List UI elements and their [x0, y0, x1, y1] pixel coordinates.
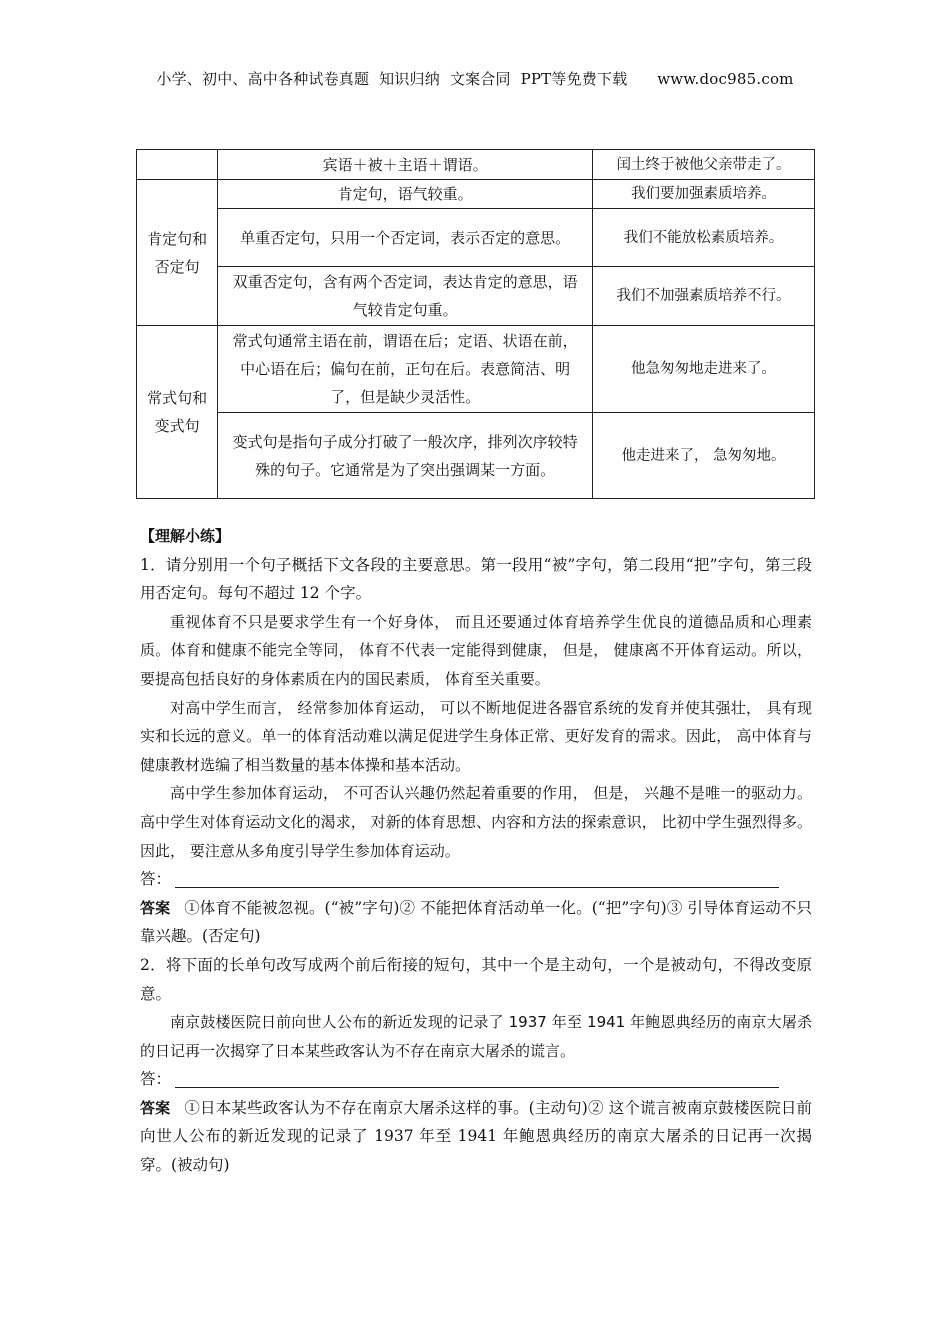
q1-answer [140, 894, 812, 951]
q1-answer-line [140, 865, 812, 894]
q2-answer-line [140, 1065, 812, 1094]
example-cell: 我们不能放松素质培养。 [593, 209, 815, 267]
answer-blank[interactable] [175, 1069, 779, 1088]
page-header: 小学、初中、高中各种试卷真题 知识归纳 文案合同 PPT等免费下载 www.doc985.com [156, 70, 794, 88]
q2-paragraph: 南京鼓楼医院日前向世人公布的新近发现的记录了 1937 年至 1941 年鲍恩典经历的南京大屠杀的日记再一次揭穿了日本某些政客认为不存在南京大屠杀的谎言。 [140, 1013, 812, 1060]
table-row [137, 209, 815, 267]
description-cell: 常式句通常主语在前，谓语在后；定语、状语在前，中心语在后；偏句在前，正句在后。表意简洁、明了，但是缺少灵活性。 [218, 326, 593, 413]
category-cell-empty [137, 150, 218, 180]
example-cell: 他走进来了， 急匆匆地。 [593, 413, 815, 499]
answer-blank[interactable] [175, 869, 779, 888]
category-cell: 常式句和变式句 [137, 326, 218, 499]
answer-label: 答案 [140, 1098, 171, 1117]
table-row [137, 267, 815, 326]
description-cell: 单重否定句，只用一个否定词，表示否定的意思。 [218, 209, 593, 267]
answer-label: 答案 [140, 898, 171, 917]
q2-answer [140, 1094, 812, 1180]
example-cell: 他急匆匆地走进来了。 [593, 326, 815, 413]
description-cell: 肯定句，语气较重。 [218, 180, 593, 209]
description-cell: 变式句是指句子成分打破了一般次序，排列次序较特殊的句子。它通常是为了突出强调某一方面。 [218, 413, 593, 499]
table-row [137, 180, 815, 209]
q1-paragraph-1: 重视体育不只是要求学生有一个好身体， 而且还要通过体育培养学生优良的道德品质和心理素质。体育和健康不能完全等同， 体育不代表一定能得到健康， 但是， 健康离不开体育运动。所以， 要提高包括良好的身体素质在内的国民素质， 体育至关重要。 [140, 612, 812, 688]
description-cell: 双重否定句，含有两个否定词，表达肯定的意思，语气较肯定句重。 [218, 267, 593, 326]
example-cell: 我们要加强素质培养。 [593, 180, 815, 209]
example-cell: 闰土终于被他父亲带走了。 [593, 150, 815, 180]
q1-paragraph-3: 高中学生参加体育运动， 不可否认兴趣仍然起着重要的作用， 但是， 兴趣不是唯一的驱动力。高中学生对体育运动文化的渴求， 对新的体育思想、内容和方法的探索意识， 比初中学生强烈得多。因此， 要注意从多角度引导学生参加体育运动。 [140, 784, 812, 860]
answer-text: ①日本某些政客认为不存在南京大屠杀这样的事。(主动句)② 这个谎言被南京鼓楼医院日前向世人公布的新近发现的记录了 1937 年至 1941 年鲍恩典经历的南京大屠杀的日记再一次揭穿。(被动句) [140, 1098, 812, 1175]
answer-prefix: 答： [140, 1070, 172, 1089]
answer-prefix: 答： [140, 870, 172, 889]
table-row [137, 150, 815, 180]
table-row [137, 413, 815, 499]
question-2-prompt: 2．将下面的长单句改写成两个前后衔接的短句，其中一个是主动句，一个是被动句，不得改变原意。 [140, 955, 812, 1003]
description-cell: 宾语＋被＋主语＋谓语。 [218, 150, 593, 180]
example-cell: 我们不加强素质培养不行。 [593, 267, 815, 326]
section-title: 【理解小练】 [140, 527, 231, 545]
table-row [137, 326, 815, 413]
practice-section [140, 522, 812, 1180]
q1-paragraph-2: 对高中学生而言， 经常参加体育运动， 可以不断地促进各器官系统的发育并使其强壮， 具有现实和长远的意义。单一的体育活动难以满足促进学生身体正常、更好发育的需求。因此， 高中体育与健康教材选编了相当数量的基本体操和基本活动。 [140, 698, 812, 774]
answer-text: ①体育不能被忽视。(“被”字句)② 不能把体育活动单一化。(“把”字句)③ 引导体育运动不只靠兴趣。(否定句) [140, 898, 812, 946]
question-1-prompt: 1．请分别用一个句子概括下文各段的主要意思。第一段用“被”字句，第二段用“把”字句，第三段用否定句。每句不超过 12 个字。 [140, 555, 812, 603]
grammar-table [136, 149, 815, 499]
category-cell: 肯定句和否定句 [137, 180, 218, 326]
